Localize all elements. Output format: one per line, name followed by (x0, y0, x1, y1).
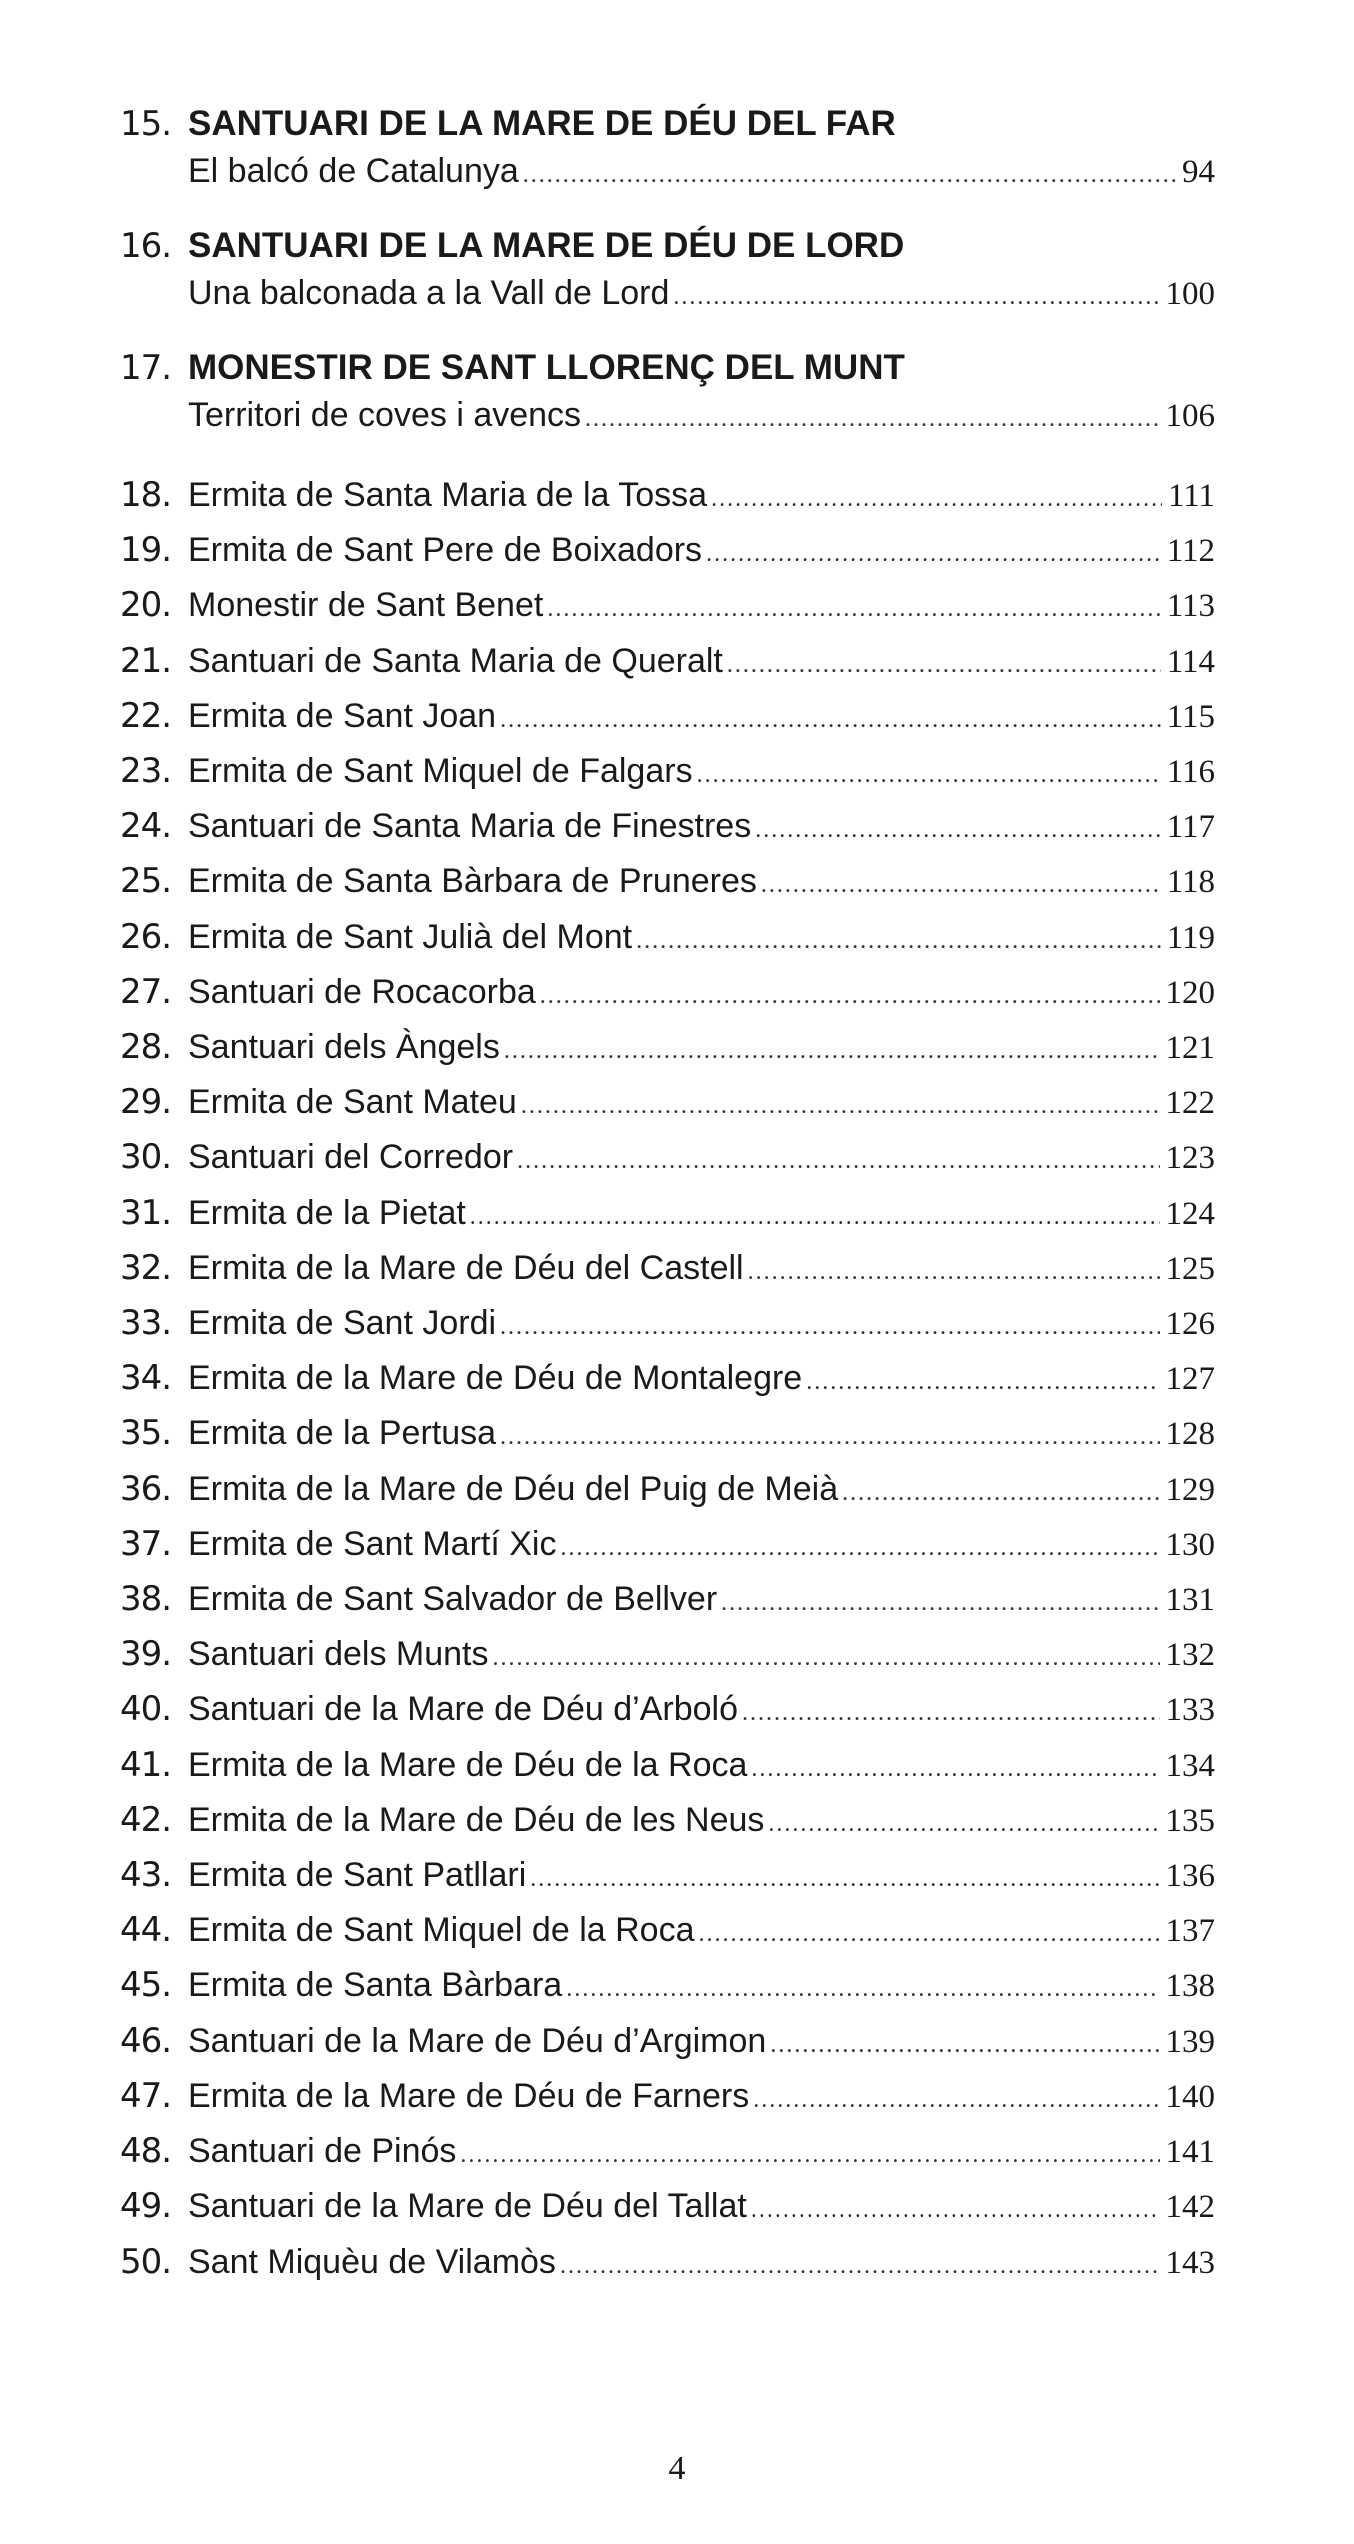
list-item (120, 1241, 1215, 1296)
list-item (120, 965, 1215, 1020)
dot-leader (560, 2239, 1160, 2294)
entry-number: 35. (120, 1413, 172, 1454)
entry-page-number: 128 (1165, 1416, 1215, 1453)
entry-title: MONESTIR DE SANT LLORENÇ DEL MUNT (188, 348, 905, 387)
entry-page-number: 136 (1165, 1858, 1215, 1895)
entry-page-number: 106 (1165, 398, 1215, 434)
entry-page-number: 113 (1166, 588, 1215, 625)
list-item (120, 1406, 1215, 1461)
entry-title: Ermita de Sant Mateu (188, 1083, 517, 1122)
entry-number: 24. (120, 806, 172, 847)
dot-leader (521, 1079, 1160, 1134)
entry-line (188, 1848, 1215, 1903)
entry-subtitle: Territori de coves i avencs (188, 396, 582, 434)
entry-line (188, 1406, 1215, 1461)
entry-page-number: 94 (1182, 154, 1215, 190)
table-of-contents (120, 100, 1215, 2290)
entry-line (188, 744, 1215, 799)
entry-number: 19. (120, 530, 172, 571)
list-item (120, 1572, 1215, 1627)
entry-page-number: 123 (1165, 1140, 1215, 1177)
entry-number: 16. (120, 226, 172, 266)
entry-page-number: 140 (1165, 2078, 1215, 2115)
entry-page-number: 117 (1166, 809, 1215, 846)
entry-number: 26. (120, 916, 172, 957)
entry-page-number: 119 (1166, 919, 1215, 956)
dot-leader (768, 1797, 1159, 1852)
dot-leader (721, 1576, 1159, 1631)
entry-line (188, 1020, 1215, 1075)
entry-title: Ermita de la Mare de Déu de Farners (188, 2076, 750, 2115)
entry-number: 25. (120, 861, 172, 902)
entry-number: 46. (120, 2020, 172, 2061)
entry-number: 30. (120, 1137, 172, 1178)
entry-title: Santuari de la Mare de Déu del Tallat (188, 2187, 747, 2226)
dot-leader (751, 2183, 1160, 2238)
entry-page-number: 137 (1165, 1913, 1215, 1950)
dot-leader (842, 1466, 1159, 1521)
dot-leader (698, 1907, 1159, 1962)
entry-number: 40. (120, 1689, 172, 1730)
main-entry (120, 222, 1215, 316)
dot-leader (540, 969, 1160, 1024)
entry-page-number: 129 (1165, 1471, 1215, 1508)
entry-title: Ermita de Sant Patllari (188, 1856, 527, 1895)
entry-line (188, 1572, 1215, 1627)
list-item (120, 1351, 1215, 1406)
dot-leader (500, 693, 1161, 748)
entry-number: 49. (120, 2186, 172, 2227)
dot-leader (530, 1852, 1159, 1907)
list-item (120, 1075, 1215, 1130)
dot-leader (711, 472, 1162, 527)
dot-leader (753, 2073, 1159, 2128)
entry-line (188, 270, 1215, 316)
entry-title: Ermita de Sant Joan (188, 696, 497, 735)
list-item (120, 1517, 1215, 1572)
list-item (120, 799, 1215, 854)
entry-title: Santuari de Santa Maria de Queralt (188, 641, 723, 680)
main-entries (120, 100, 1215, 438)
entry-title: Ermita de la Mare de Déu de les Neus (188, 1800, 765, 1839)
dot-leader (523, 152, 1176, 198)
entry-number: 38. (120, 1579, 172, 1620)
main-entry (120, 344, 1215, 438)
entry-number: 41. (120, 1744, 172, 1785)
list-item (120, 1186, 1215, 1241)
dot-leader (748, 1245, 1160, 1300)
entry-number: 42. (120, 1799, 172, 1840)
entry-line (188, 1296, 1215, 1351)
entry-number: 44. (120, 1910, 172, 1951)
entry-line (188, 2069, 1215, 2124)
dot-leader (727, 638, 1161, 693)
entry-page-number: 134 (1165, 1747, 1215, 1784)
entry-title: Ermita de la Mare de Déu de Montalegre (188, 1359, 803, 1398)
entry-number: 20. (120, 585, 172, 626)
dot-leader (500, 1410, 1159, 1465)
entry-page-number: 133 (1165, 1692, 1215, 1729)
list-item (120, 2014, 1215, 2069)
dot-leader (706, 527, 1161, 582)
entry-line (188, 392, 1215, 438)
entry-subtitle: El balcó de Catalunya (188, 152, 519, 190)
entry-page-number: 143 (1165, 2244, 1215, 2281)
list-item (120, 1682, 1215, 1737)
entry-line (188, 1186, 1215, 1241)
dot-leader (585, 396, 1159, 442)
entry-line (188, 1075, 1215, 1130)
entry-page-number: 116 (1166, 754, 1215, 791)
entry-page-number: 112 (1166, 533, 1215, 570)
entry-number: 15. (120, 104, 172, 144)
entry-line (188, 1903, 1215, 1958)
entry-number: 47. (120, 2075, 172, 2116)
entry-number: 43. (120, 1855, 172, 1896)
entry-number: 23. (120, 751, 172, 792)
dot-leader (566, 1962, 1159, 2017)
entry-body (188, 222, 1215, 316)
dot-leader (806, 1355, 1159, 1410)
entry-page-number: 122 (1165, 1085, 1215, 1122)
list-item (120, 1020, 1215, 1075)
entry-page-number: 142 (1165, 2189, 1215, 2226)
entry-line (188, 1627, 1215, 1682)
entry-title: Santuari del Corredor (188, 1138, 514, 1177)
dot-leader (673, 274, 1159, 320)
entry-title: Ermita de Sant Pere de Boixadors (188, 531, 703, 570)
dot-leader (751, 1742, 1159, 1797)
entry-title: Monestir de Sant Benet (188, 586, 544, 625)
entry-number: 50. (120, 2241, 172, 2282)
entry-page-number: 139 (1165, 2023, 1215, 2060)
dot-leader (755, 803, 1161, 858)
entry-page-number: 125 (1165, 1250, 1215, 1287)
entry-line (188, 854, 1215, 909)
dot-leader (697, 748, 1161, 803)
entry-title: SANTUARI DE LA MARE DE DÉU DEL FAR (188, 104, 896, 143)
entry-title: Ermita de Sant Julià del Mont (188, 917, 633, 956)
list-item (120, 910, 1215, 965)
dot-leader (460, 2128, 1159, 2183)
entry-line (188, 578, 1215, 633)
entry-title: Santuari dels Àngels (188, 1028, 500, 1067)
entry-line (188, 1958, 1215, 2013)
entry-number: 45. (120, 1965, 172, 2006)
entry-line (188, 634, 1215, 689)
entry-title: Ermita de Sant Martí Xic (188, 1524, 557, 1563)
entry-title: Ermita de la Mare de Déu de la Roca (188, 1745, 748, 1784)
entry-page-number: 131 (1165, 1582, 1215, 1619)
entry-number: 27. (120, 971, 172, 1012)
list-item (120, 1958, 1215, 2013)
entry-line (188, 148, 1215, 194)
entry-number: 21. (120, 640, 172, 681)
list-item (120, 854, 1215, 909)
list-item (120, 2069, 1215, 2124)
dot-leader (560, 1521, 1159, 1576)
list-item (120, 1462, 1215, 1517)
entry-number: 48. (120, 2131, 172, 2172)
entry-title: SANTUARI DE LA MARE DE DÉU DE LORD (188, 226, 905, 265)
list-item (120, 523, 1215, 578)
entry-title: Ermita de Santa Maria de la Tossa (188, 476, 708, 514)
entry-number: 22. (120, 695, 172, 736)
list-item (120, 1627, 1215, 1682)
entry-number: 32. (120, 1247, 172, 1288)
page-number: 4 (668, 2450, 686, 2487)
dot-leader (770, 2018, 1159, 2073)
entry-number: 29. (120, 1082, 172, 1123)
entry-number: 28. (120, 1027, 172, 1068)
entry-title: Ermita de Sant Miquel de Falgars (188, 752, 693, 791)
entry-number: 36. (120, 1468, 172, 1509)
list-item (120, 1738, 1215, 1793)
entry-page-number: 111 (1167, 478, 1215, 514)
entry-line (188, 1738, 1215, 1793)
entry-number: 31. (120, 1192, 172, 1233)
entry-number: 17. (120, 348, 172, 388)
entry-body (188, 100, 1215, 194)
dot-leader (517, 1134, 1159, 1189)
entry-line (188, 2014, 1215, 2069)
entry-body (188, 344, 1215, 438)
main-entry (120, 100, 1215, 194)
list-item (120, 634, 1215, 689)
entry-page-number: 121 (1165, 1030, 1215, 1067)
entry-line (188, 1682, 1215, 1737)
entry-title: Ermita de Santa Bàrbara de Pruneres (188, 862, 757, 901)
entry-line (188, 1130, 1215, 1185)
entry-page-number: 130 (1165, 1526, 1215, 1563)
entry-line (188, 965, 1215, 1020)
entry-title: Ermita de Santa Bàrbara (188, 1966, 563, 2005)
entry-page-number: 100 (1165, 276, 1215, 312)
entry-page-number: 138 (1165, 1968, 1215, 2005)
entry-line (188, 689, 1215, 744)
entry-line (188, 1241, 1215, 1296)
entry-title: Santuari de Santa Maria de Finestres (188, 807, 752, 846)
entry-title: Santuari de la Mare de Déu d’Argimon (188, 2021, 767, 2060)
entry-line (188, 468, 1215, 523)
dot-leader (742, 1686, 1160, 1741)
entry-line (188, 1462, 1215, 1517)
list-item (120, 2124, 1215, 2179)
entry-subtitle: Una balconada a la Vall de Lord (188, 274, 670, 312)
list-item (120, 744, 1215, 799)
list-item (120, 1130, 1215, 1185)
entry-title: Ermita de la Pietat (188, 1193, 466, 1232)
list-item (120, 468, 1215, 523)
entry-number: 33. (120, 1303, 172, 1344)
entry-title: Santuari dels Munts (188, 1635, 489, 1674)
entry-title: Sant Miquèu de Vilamòs (188, 2242, 556, 2281)
list-item (120, 689, 1215, 744)
dot-leader (504, 1024, 1160, 1079)
dot-leader (470, 1190, 1160, 1245)
entry-title: Ermita de Sant Salvador de Bellver (188, 1580, 718, 1619)
entry-page-number: 132 (1165, 1637, 1215, 1674)
entry-title: Santuari de la Mare de Déu d’Arboló (188, 1690, 738, 1729)
entry-page-number: 141 (1165, 2134, 1215, 2171)
list-item (120, 1296, 1215, 1351)
entry-number: 34. (120, 1358, 172, 1399)
entry-page-number: 135 (1165, 1802, 1215, 1839)
entry-line (188, 799, 1215, 854)
entry-page-number: 115 (1166, 698, 1215, 735)
dot-leader (761, 858, 1161, 913)
dot-leader (547, 582, 1160, 637)
entry-line (188, 2124, 1215, 2179)
entry-line (188, 1517, 1215, 1572)
list-item (120, 1848, 1215, 1903)
dot-leader (500, 1300, 1159, 1355)
entry-list (120, 468, 1215, 2290)
list-item (120, 578, 1215, 633)
list-item (120, 1793, 1215, 1848)
entry-page-number: 127 (1165, 1361, 1215, 1398)
entry-line (188, 910, 1215, 965)
entry-number: 18. (120, 475, 172, 515)
entry-number: 37. (120, 1523, 172, 1564)
entry-title: Santuari de Rocacorba (188, 972, 536, 1011)
list-item (120, 2179, 1215, 2234)
entry-line (188, 2235, 1215, 2290)
entry-title: Ermita de la Mare de Déu del Castell (188, 1248, 744, 1287)
list-item (120, 2235, 1215, 2290)
list-item (120, 1903, 1215, 1958)
entry-page-number: 120 (1165, 974, 1215, 1011)
dot-leader (636, 914, 1161, 969)
entry-page-number: 124 (1165, 1195, 1215, 1232)
entry-title: Ermita de Sant Miquel de la Roca (188, 1911, 695, 1950)
entry-title: Santuari de Pinós (188, 2132, 457, 2171)
entry-number: 39. (120, 1634, 172, 1675)
dot-leader (493, 1631, 1160, 1686)
entry-line (188, 1793, 1215, 1848)
entry-title: Ermita de la Pertusa (188, 1414, 497, 1453)
entry-page-number: 114 (1166, 643, 1215, 680)
entry-title: Ermita de la Mare de Déu del Puig de Meià (188, 1469, 839, 1508)
entry-page-number: 126 (1165, 1306, 1215, 1343)
entry-title: Ermita de Sant Jordi (188, 1304, 497, 1343)
entry-line (188, 2179, 1215, 2234)
entry-page-number: 118 (1166, 864, 1215, 901)
entry-line (188, 1351, 1215, 1406)
entry-line (188, 523, 1215, 578)
